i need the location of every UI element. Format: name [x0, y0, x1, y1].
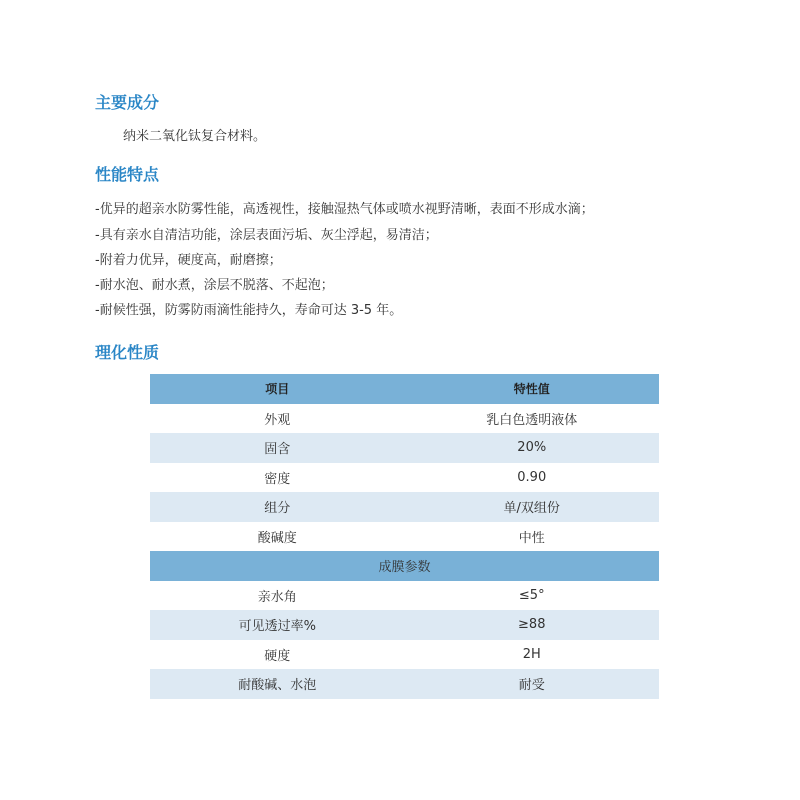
composition-heading: 主要成分: [95, 93, 160, 112]
cell-item: 酸碱度: [257, 530, 297, 546]
table-row: [150, 492, 659, 522]
table-header-row: [150, 374, 659, 404]
table-row: [150, 669, 659, 699]
table-row: [150, 522, 659, 552]
cell-item: 固含: [264, 442, 291, 458]
table-row: [150, 463, 659, 493]
cell-value: ≤5°: [518, 587, 545, 603]
feature-item: -附着力优异，硬度高，耐磨擦；: [95, 253, 282, 268]
features-heading: 性能特点: [95, 165, 160, 184]
cell-value: 单/双组份: [503, 501, 560, 517]
cell-item: 亲水角: [257, 589, 297, 605]
section-label: 成膜参数: [150, 551, 659, 581]
cell-value: 20%: [517, 440, 547, 456]
feature-item: -具有亲水自清洁功能，涂层表面污垢、灰尘浮起，易清洁；: [95, 228, 438, 243]
cell-item: 可见透过率%: [238, 619, 316, 635]
cell-item: 组分: [264, 501, 291, 517]
table-row: [150, 433, 659, 463]
table-row: [150, 640, 659, 670]
composition-text: 纳米二氧化钛复合材料。: [123, 129, 267, 144]
properties-heading: 理化性质: [95, 343, 160, 362]
header-value: 特性值: [513, 382, 550, 397]
feature-item: -耐水泡、耐水煮，涂层不脱落、不起泡；: [95, 278, 334, 293]
feature-item: -耐候性强，防雾防雨滴性能持久，寿命可达 3-5 年。: [95, 303, 403, 318]
feature-item: -优异的超亲水防雾性能，高透视性，接触湿热气体或喷水视野清晰，表面不形成水滴；: [95, 202, 594, 217]
cell-value: 中性: [518, 530, 545, 546]
table-section-row: [150, 551, 659, 581]
cell-value: ≥88: [518, 617, 546, 633]
cell-item: 耐酸碱、水泡: [238, 678, 317, 694]
cell-value: 乳白色透明液体: [486, 412, 578, 428]
cell-item: 外观: [264, 412, 291, 428]
properties-table: [150, 374, 659, 699]
table-row: [150, 610, 659, 640]
cell-value: 耐受: [518, 678, 545, 694]
cell-item: 密度: [264, 471, 291, 487]
table-row: [150, 404, 659, 434]
cell-value: 0.90: [517, 469, 547, 485]
header-item: 项目: [265, 382, 290, 397]
cell-item: 硬度: [264, 648, 291, 664]
table-row: [150, 581, 659, 611]
cell-value: 2H: [522, 646, 541, 662]
